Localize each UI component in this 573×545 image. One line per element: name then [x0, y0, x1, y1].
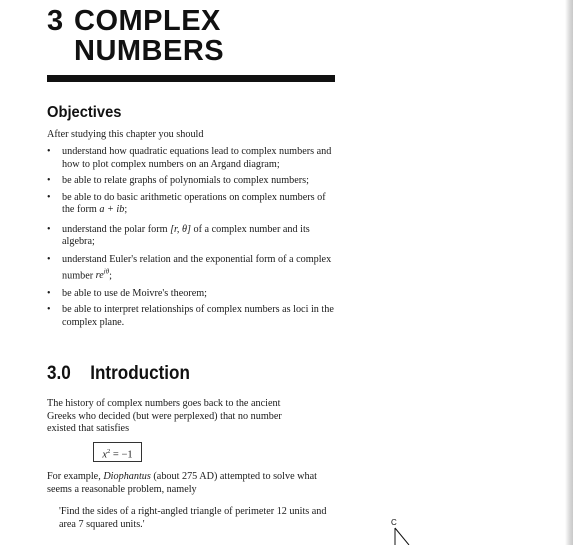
intro-paragraph: The history of complex numbers goes back to the ancient Greeks who decided (but were perplexed) that no number existed that satisfies [47, 398, 282, 434]
page-edge-shadow [565, 0, 573, 545]
math-expression: a + ib [99, 204, 125, 215]
objectives-heading: Objectives [47, 104, 122, 121]
diophantus-paragraph: For example, Diophantus (about 275 AD) attempted to solve what seems a reasonable problem, namely [47, 471, 317, 495]
problem-quote: 'Find the sides of a right-angled triangle of perimeter 12 units and area 7 squared units.' [59, 506, 327, 530]
section-number: 3.0 [47, 363, 71, 384]
objective-item: • be able to use de Moivre's theorem; [47, 288, 339, 301]
math-expression: [r, θ] [170, 223, 191, 235]
chapter-number: 3 [47, 5, 64, 37]
objective-item: • be able to relate graphs of polynomials to complex numbers; [47, 175, 339, 188]
objective-item: • be able to interpret relationships of complex numbers as loci in the complex plane. [47, 304, 339, 329]
section-title: Introduction [90, 363, 190, 384]
triangle-vertex-label: C [391, 518, 397, 527]
chapter-title [47, 6, 224, 66]
triangle-figure [390, 525, 420, 545]
chapter-title-line1: COMPLEX [74, 5, 221, 37]
objective-item: • understand the polar form [r, θ] of a complex number and its algebra; [47, 224, 339, 249]
objective-item: • be able to do basic arithmetic operations on complex numbers of the form a + ib; [47, 192, 339, 217]
introduction-heading [47, 363, 190, 385]
objective-item: • understand how quadratic equations lead to complex numbers and how to plot complex numbers on an Argand diagram; [47, 146, 339, 171]
objective-item: • understand Euler's relation and the exponential form of a complex number $re^{i\theta}$; [47, 254, 339, 283]
math-expression: $re^{i\theta}$ [95, 268, 110, 282]
objectives-list [47, 146, 339, 329]
chapter-title-line2: NUMBERS [74, 35, 225, 67]
objectives-intro: After studying this chapter you should [47, 129, 204, 140]
equation-box: $x^2 = -1$ [93, 442, 142, 462]
title-rule [47, 75, 335, 82]
